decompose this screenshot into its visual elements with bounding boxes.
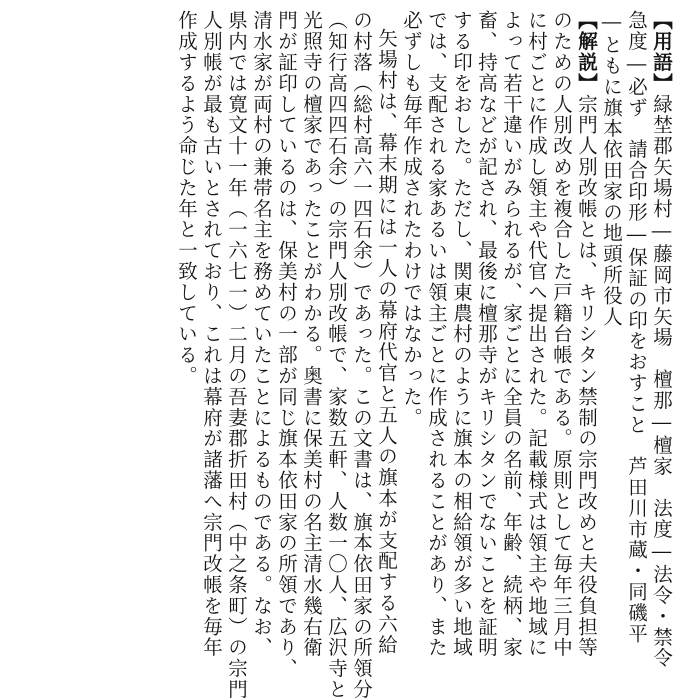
kaisetsu-line-1: [575, 10, 598, 658]
paragraph2-line-2: の村落（総村高六一四石余）であった。この文書は、旗本依田家の所領分: [350, 10, 373, 700]
vertical-text-block: [175, 10, 673, 700]
paragraph2-line-7: 県内では寛文十一年（一六七一）二月の吾妻郡折田村（中之条町）の宗門: [225, 10, 248, 700]
paragraph2-line-9: 作成するよう命じた年と一致している。: [175, 10, 198, 387]
yogo-line-2: 急度―必ず 請合印形―保証の印をおすこと 芦田川市蔵・同磯平: [625, 10, 648, 644]
paragraph2-line-5: 門が証印しているのは、保美村の一部が同じ旗本依田家の所領であり、: [275, 10, 298, 679]
kaisetsu-line-7: では、支配される家あるいは領主ごとに作成されることがあり、また: [425, 10, 448, 658]
paragraph2-line-6: 清水家が両村の兼帯名主を務めていたことによるものである。なお、: [250, 10, 273, 658]
yogo-line-3: ―ともに旗本依田家の地頭所役人: [600, 10, 623, 327]
paragraph2-line-1: 矢場村は、幕末期には一人の幕府代官と五人の旗本が支配する六給: [375, 28, 398, 655]
paragraph2-line-3: （知行高四四石余）の宗門人別改帳で、家数五軒、人数一〇人、広沢寺と: [325, 10, 348, 700]
yogo-line-1: [650, 10, 673, 669]
yogo-line-1-text: 緑埜郡矢場村―藤岡市矢場 檀那―檀家 法度―法令・禁令: [650, 93, 673, 669]
kaisetsu-line-2: のための人別改めを複合した戸籍台帳である。原則として毎年三月中: [550, 10, 573, 658]
kaisetsu-line-1-text: 宗門人別改帳とは、キリシタン禁制の宗門改めと夫役負担等: [575, 93, 598, 658]
kaisetsu-line-4: よって若干違いがみられるが、家ごとに全員の名前、年齢、続柄、家: [500, 10, 523, 658]
kaisetsu-label: 【解説】: [575, 10, 598, 94]
kaisetsu-line-6: する印をおした。ただし、関東農村のように旗本の相給領が多い地域: [450, 10, 473, 658]
yogo-label: 【用語】: [650, 10, 673, 94]
kaisetsu-line-5: 畜、持高などが記され、最後に檀那寺がキリシタンでないことを証明: [475, 10, 498, 658]
kaisetsu-line-8: 必ずしも毎年作成されたわけではなかった。: [400, 10, 423, 428]
paragraph2-line-4: 光照寺の檀家であったことがわかる。奥書に保美村の名主清水幾右衛: [300, 10, 323, 658]
paragraph2-line-8: 人別帳が最も古いとされており、これは幕府が諸藩へ宗門改帳を毎年: [200, 10, 223, 658]
kaisetsu-line-3: に村ごとに作成し領主や代官へ提出された。記載様式は領主や地域に: [525, 10, 548, 658]
